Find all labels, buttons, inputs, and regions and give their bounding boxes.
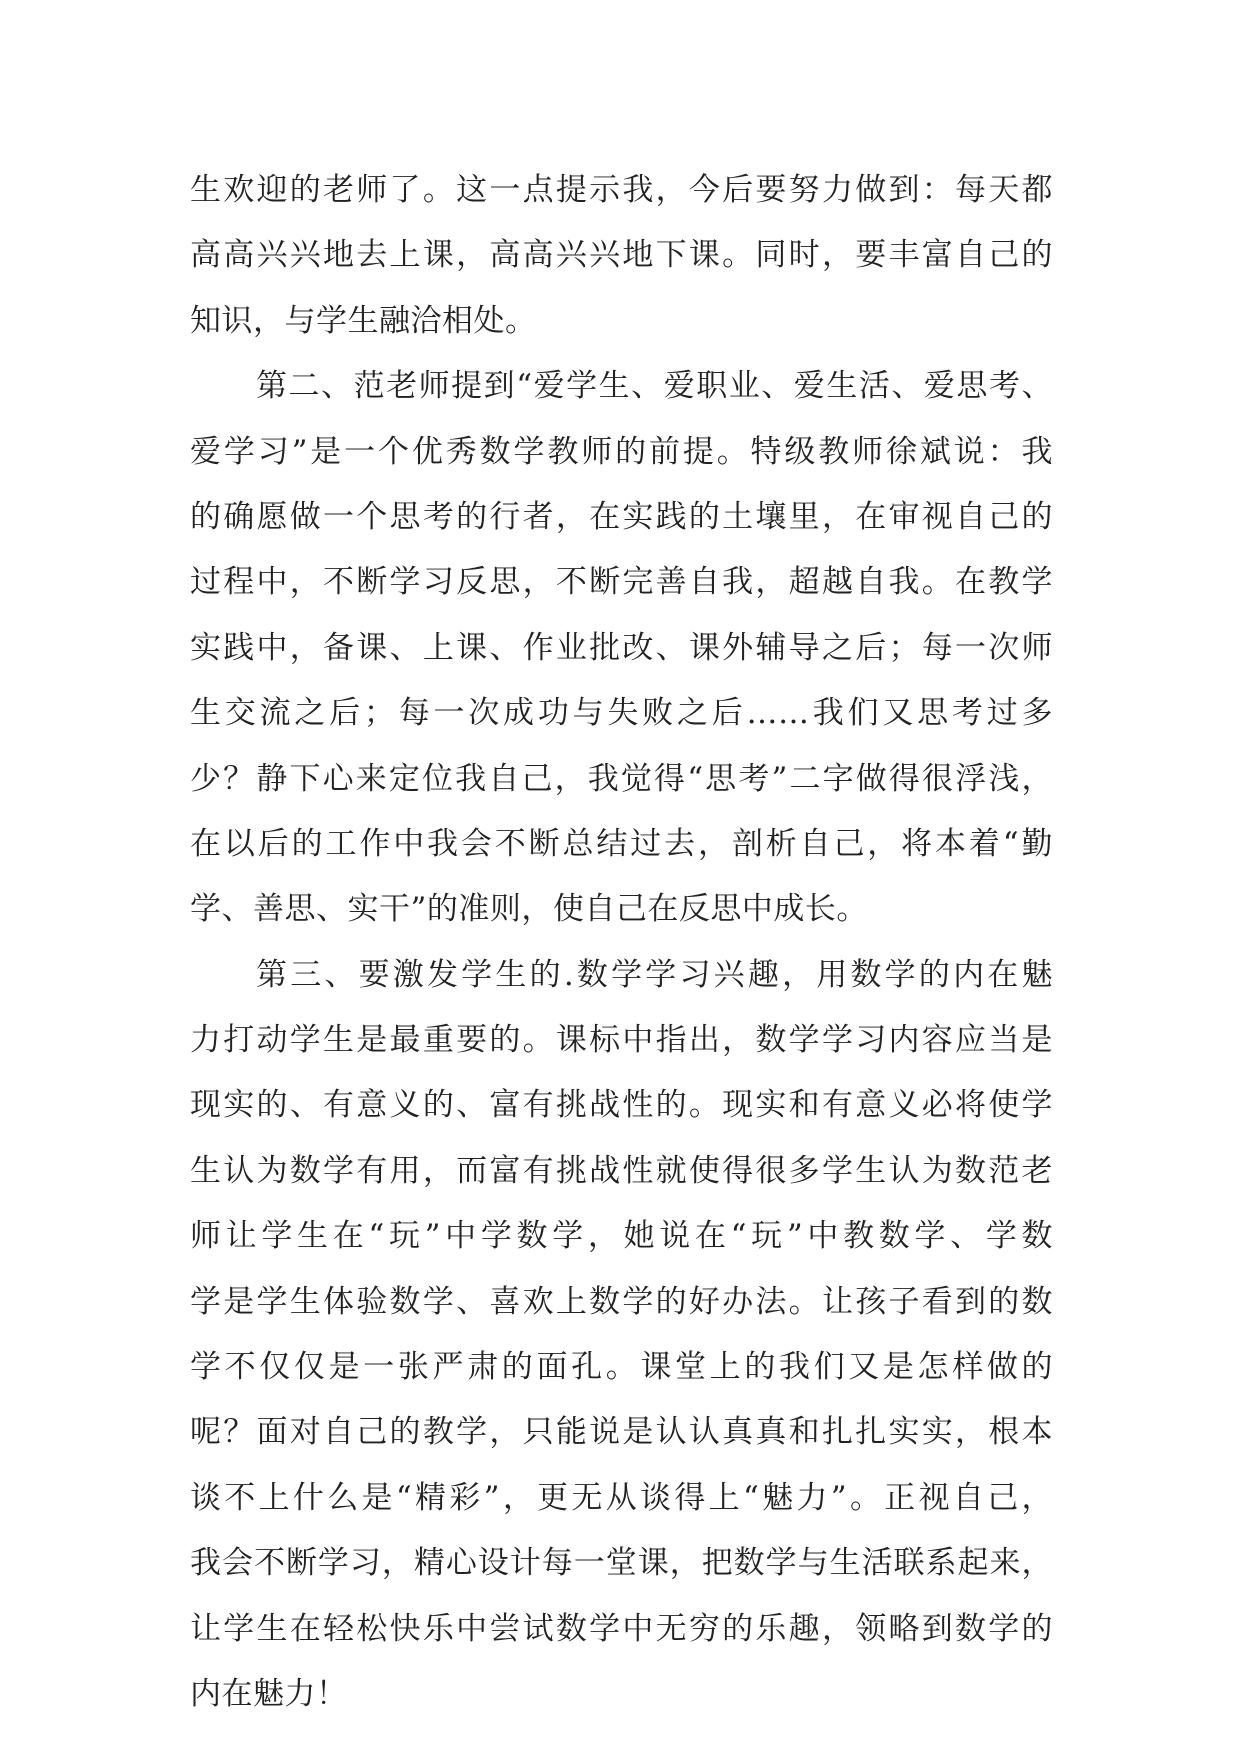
text-line: 爱学习”是一个优秀数学教师的前提。特级教师徐斌说：我 [190,433,1053,470]
text-line: 谈不上什么是“精彩”，更无从谈得上“魅力”。正视自己， [190,1479,1053,1516]
text-line: 过程中，不断学习反思，不断完善自我，超越自我。在教学 [190,564,1053,601]
text-line: 第二、范老师提到“爱学生、爱职业、爱生活、爱思考、 [256,368,1053,405]
text-line: 在以后的工作中我会不断总结过去，剖析自己，将本着“勤 [190,825,1053,862]
text-line: 生欢迎的老师了。这一点提示我，今后要努力做到：每天都 [190,172,1053,208]
text-line: 学是学生体验数学、喜欢上数学的好办法。让孩子看到的数 [190,1283,1053,1320]
body-text [190,158,1053,1727]
text-line: 实践中，备课、上课、作业批改、课外辅导之后；每一次师 [190,629,1053,666]
text-line: 第三、要激发学生的.数学学习兴趣，用数学的内在魅 [256,956,1053,993]
text-line: 让学生在轻松快乐中尝试数学中无穷的乐趣，领略到数学的 [190,1610,1053,1647]
text-line: 少？静下心来定位我自己，我觉得“思考”二字做得很浮浅， [190,760,1053,797]
text-line: 现实的、有意义的、富有挑战性的。现实和有意义必将使学 [190,1087,1053,1124]
text-line: 生认为数学有用，而富有挑战性就使得很多学生认为数范老 [190,1152,1053,1189]
text-line: 力打动学生是最重要的。课标中指出，数学学习内容应当是 [190,1022,1053,1059]
text-line: 高高兴兴地去上课，高高兴兴地下课。同时，要丰富自己的 [190,237,1053,274]
text-line: 学、善思、实干”的准则，使自己在反思中成长。 [190,891,868,928]
text-line: 内在魅力！ [190,1675,348,1712]
text-line: 我会不断学习，精心设计每一堂课，把数学与生活联系起来， [190,1545,1053,1582]
text-line: 师让学生在“玩”中学数学，她说在“玩”中教数学、学数 [190,1218,1053,1255]
text-line: 学不仅仅是一张严肃的面孔。课堂上的我们又是怎样做的 [190,1349,1053,1386]
text-line: 知识，与学生融洽相处。 [190,302,537,339]
text-line: 生交流之后；每一次成功与失败之后……我们又思考过多 [190,695,1053,732]
text-line: 的确愿做一个思考的行者，在实践的土壤里，在审视自己的 [190,498,1053,535]
text-line: 呢？面对自己的教学，只能说是认认真真和扎扎实实，根本 [190,1414,1053,1451]
